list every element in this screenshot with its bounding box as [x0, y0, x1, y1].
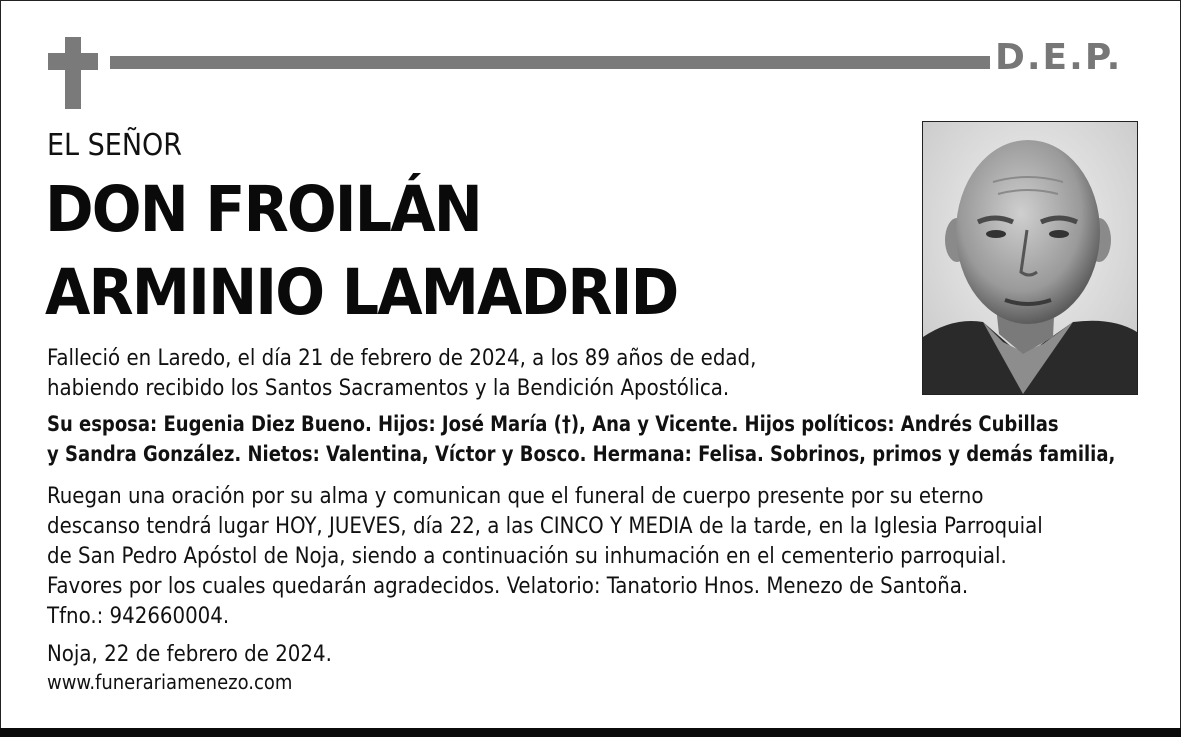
funeral-line: Ruegan una oración por su alma y comunican que el funeral de cuerpo presente por su eterno [47, 484, 984, 509]
funeral-text [47, 482, 1043, 632]
website-link[interactable]: www.funerariamenezo.com [47, 670, 293, 694]
funeral-line: descanso tendrá lugar HOY, JUEVES, día 22, a las CINCO Y MEDIA de la tarde, en la Iglesia Parroquial [47, 514, 1043, 539]
deceased-name-line2: ARMINIO LAMADRID [45, 256, 678, 329]
death-notice-text [47, 344, 756, 404]
funeral-line: de San Pedro Apóstol de Noja, siendo a continuación su inhumación en el cementerio parroquial. [47, 544, 1007, 569]
family-text [47, 410, 1115, 470]
dep-label: D.E.P. [995, 37, 1123, 78]
family-line: Su esposa: Eugenia Diez Bueno. Hijos: José María (†), Ana y Vicente. Hijos políticos: Andrés Cubillas [47, 412, 1059, 437]
funeral-line: Tfno.: 942660004. [47, 604, 230, 629]
death-notice-line: habiendo recibido los Santos Sacramentos y la Bendición Apostólica. [47, 376, 730, 401]
funeral-line: Favores por los cuales quedarán agradecidos. Velatorio: Tanatorio Hnos. Menezo de Santoña. [47, 574, 969, 599]
cross-icon [65, 37, 81, 109]
bottom-border [0, 728, 1181, 737]
deceased-name-line1: DON FROILÁN [45, 173, 481, 246]
family-line: y Sandra González. Nietos: Valentina, Víctor y Bosco. Hermana: Felisa. Sobrinos, primos y demás familia, [47, 442, 1116, 467]
portrait-photo [922, 121, 1138, 395]
header-rule [110, 56, 990, 69]
honorific: EL SEÑOR [47, 128, 183, 163]
cross-icon-bar [48, 53, 98, 70]
death-notice-line: Falleció en Laredo, el día 21 de febrero de 2024, a los 89 años de edad, [47, 346, 757, 371]
place-date: Noja, 22 de febrero de 2024. [47, 642, 332, 667]
